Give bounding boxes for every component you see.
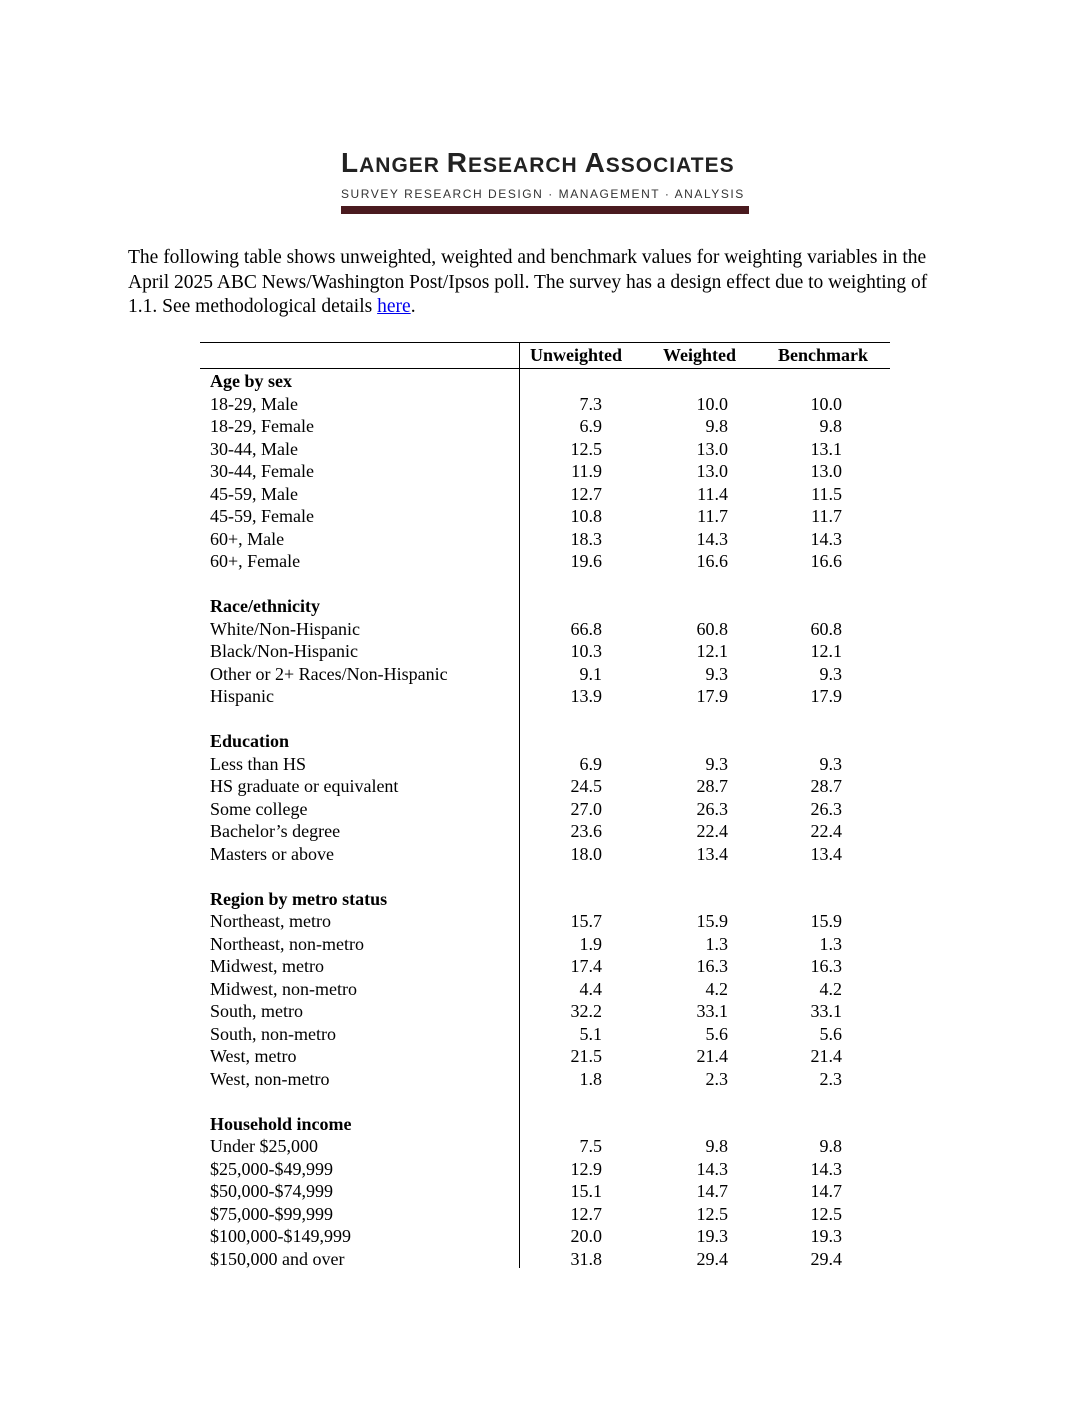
row-label: West, non-metro [210,1068,330,1089]
unweighted-value: 12.5 [570,438,602,459]
benchmark-value: 33.1 [810,1001,842,1021]
benchmark-value: 12.1 [810,641,842,661]
row-label: Masters or above [210,843,334,864]
section-heading [200,1113,890,1136]
benchmark-value: 15.9 [810,911,842,931]
table-row [200,753,890,776]
table-row [200,483,890,506]
row-label: $25,000-$49,999 [210,1158,333,1179]
section-title: Household income [210,1113,352,1134]
logo-title: LANGER RESEARCH ASSOCIATES [341,147,735,178]
unweighted-value: 32.2 [570,1001,602,1021]
table-row [200,820,890,843]
benchmark-value: 4.2 [819,978,842,999]
unweighted-value: 1.8 [579,1068,602,1089]
unweighted-value: 13.9 [570,686,602,706]
weighted-value: 2.3 [705,1068,728,1089]
table-row [200,1045,890,1068]
table-row [200,460,890,483]
benchmark-value: 21.4 [810,1046,842,1066]
weighted-value: 21.4 [696,1046,728,1066]
unweighted-value: 17.4 [570,956,602,976]
benchmark-value: 14.7 [810,1181,842,1201]
weighted-value: 9.3 [705,753,728,774]
row-label: White/Non-Hispanic [210,618,360,639]
unweighted-value: 15.1 [570,1181,602,1201]
table-row [200,978,890,1001]
unweighted-value: 4.4 [579,978,602,999]
unweighted-value: 27.0 [570,798,602,819]
col-unweighted: Unweighted [530,345,623,365]
weighted-value: 5.6 [705,1023,728,1044]
intro-paragraph [128,246,958,320]
intro-text: The following table shows unweighted, weighted and benchmark values for weighting variables in the April 2025 ABC News/Washington Post/Ipsos poll. The survey has a design effect due to weighting of 1.1. See methodological details [128,247,928,317]
methodology-link[interactable]: here [377,296,411,317]
unweighted-value: 12.7 [570,483,602,504]
unweighted-value: 5.1 [579,1023,602,1044]
table-row [200,505,890,528]
section-title: Age by sex [210,371,292,391]
weighted-value: 13.4 [696,843,728,864]
table-row [200,910,890,933]
weighting-table [200,342,890,1270]
row-label: 18-29, Male [210,393,298,414]
benchmark-value: 9.8 [819,416,842,436]
weighted-value: 16.6 [696,551,728,571]
weighted-value: 60.8 [696,618,728,639]
benchmark-value: 26.3 [810,798,842,819]
row-label: Hispanic [210,686,274,706]
section-title: Race/ethnicity [210,596,320,616]
benchmark-value: 16.3 [810,956,842,976]
row-label: 45-59, Female [210,506,314,526]
unweighted-value: 66.8 [570,618,602,639]
row-label: 18-29, Female [210,416,314,436]
unweighted-value: 7.3 [579,393,602,414]
row-label: 60+, Female [210,551,301,571]
benchmark-value: 9.3 [819,663,842,684]
section-title: Region by metro status [210,888,388,909]
row-label: Midwest, non-metro [210,978,357,999]
unweighted-value: 12.9 [570,1158,602,1179]
table-row [200,775,890,798]
section-spacer [200,708,890,731]
weighted-value: 13.0 [696,461,728,481]
unweighted-value: 6.9 [579,753,602,774]
benchmark-value: 9.8 [819,1136,842,1156]
benchmark-value: 13.0 [810,461,842,481]
row-label: Less than HS [210,753,306,774]
weighted-value: 9.8 [705,416,728,436]
table-row [200,1000,890,1023]
col-benchmark: Benchmark [778,345,868,365]
section-heading [200,370,890,393]
section-spacer [200,573,890,596]
row-label: $50,000-$74,999 [210,1181,333,1201]
unweighted-value: 9.1 [579,663,602,684]
table-row [200,393,890,416]
table-row [200,550,890,573]
row-label: $150,000 and over [210,1248,345,1269]
table-row [200,1158,890,1181]
benchmark-value: 13.4 [810,843,842,864]
benchmark-value: 13.1 [810,438,842,459]
benchmark-value: 19.3 [810,1226,842,1246]
weighted-value: 12.5 [696,1203,728,1224]
row-label: Midwest, metro [210,956,324,976]
section-title: Education [210,731,290,751]
table-row [200,685,890,708]
unweighted-value: 12.7 [570,1203,602,1224]
row-label: Northeast, metro [210,911,331,931]
weighted-value: 33.1 [696,1001,728,1021]
benchmark-value: 5.6 [819,1023,842,1044]
section-heading [200,888,890,911]
row-label: 60+, Male [210,528,285,549]
table-header [200,342,890,369]
unweighted-value: 11.9 [571,461,602,481]
benchmark-value: 60.8 [810,618,842,639]
weighted-value: 22.4 [696,821,728,841]
logo-subtitle: SURVEY RESEARCH DESIGN · MANAGEMENT · ANALYSIS [341,187,745,201]
table-row [200,1225,890,1248]
unweighted-value: 7.5 [579,1136,602,1156]
unweighted-value: 24.5 [570,776,602,796]
table-row [200,1180,890,1203]
unweighted-value: 18.0 [570,843,602,864]
unweighted-value: 10.3 [570,641,602,661]
table-row [200,1203,890,1226]
weighted-value: 10.0 [696,393,728,414]
unweighted-value: 23.6 [570,821,602,841]
weighted-value: 15.9 [696,911,728,931]
weighted-value: 14.3 [696,1158,728,1179]
row-label: South, metro [210,1001,303,1021]
benchmark-value: 14.3 [810,1158,842,1179]
table-row [200,438,890,461]
table-row [200,618,890,641]
table-row [200,1135,890,1158]
row-label: 30-44, Male [210,438,298,459]
table-row [200,843,890,866]
unweighted-value: 6.9 [579,416,602,436]
section-spacer [200,865,890,888]
table-body [200,369,890,1270]
row-label: Under $25,000 [210,1136,318,1156]
benchmark-value: 17.9 [810,686,842,706]
section-heading [200,730,890,753]
col-weighted: Weighted [663,345,737,365]
weighted-value: 13.0 [696,438,728,459]
weighted-value: 17.9 [696,686,728,706]
benchmark-value: 29.4 [810,1248,842,1269]
logo-bar [341,206,749,214]
section-spacer [200,1090,890,1113]
weighted-value: 16.3 [696,956,728,976]
section-heading [200,595,890,618]
weighted-value: 11.7 [697,506,728,526]
weighted-value: 11.4 [697,483,728,504]
weighted-value: 19.3 [696,1226,728,1246]
row-label: Northeast, non-metro [210,933,364,954]
benchmark-value: 16.6 [810,551,842,571]
table-row [200,1023,890,1046]
weighted-value: 9.3 [705,663,728,684]
unweighted-value: 20.0 [570,1226,602,1246]
benchmark-value: 14.3 [810,528,842,549]
unweighted-value: 1.9 [579,933,602,954]
company-logo [341,148,749,201]
row-label: $100,000-$149,999 [210,1226,351,1246]
row-label: 30-44, Female [210,461,314,481]
intro-end: . [410,296,416,317]
benchmark-value: 28.7 [810,776,842,796]
weighted-value: 14.3 [696,528,728,549]
table-row [200,640,890,663]
benchmark-value: 9.3 [819,753,842,774]
benchmark-value: 1.3 [819,933,842,954]
table-row [200,415,890,438]
weighted-value: 28.7 [696,776,728,796]
weighted-value: 4.2 [705,978,728,999]
benchmark-value: 11.7 [811,506,842,526]
row-label: South, non-metro [210,1023,336,1044]
weighted-value: 12.1 [696,641,728,661]
unweighted-value: 19.6 [570,551,602,571]
row-label: Other or 2+ Races/Non-Hispanic [210,663,448,684]
weighted-value: 1.3 [705,933,728,954]
row-label: Black/Non-Hispanic [210,641,358,661]
weighted-value: 9.8 [705,1136,728,1156]
table-row [200,933,890,956]
row-label: HS graduate or equivalent [210,776,399,796]
unweighted-value: 31.8 [570,1248,602,1269]
row-label: Bachelor’s degree [210,821,341,841]
benchmark-value: 11.5 [811,483,842,504]
unweighted-value: 21.5 [570,1046,602,1066]
benchmark-value: 2.3 [819,1068,842,1089]
unweighted-value: 18.3 [570,528,602,549]
row-label: West, metro [210,1046,297,1066]
table-row [200,798,890,821]
table-row [200,663,890,686]
weighted-value: 29.4 [696,1248,728,1269]
row-label: 45-59, Male [210,483,298,504]
benchmark-value: 12.5 [810,1203,842,1224]
table-row [200,1248,890,1271]
table-row [200,1068,890,1091]
weighted-value: 14.7 [696,1181,728,1201]
weighted-value: 26.3 [696,798,728,819]
row-label: $75,000-$99,999 [210,1203,333,1224]
row-label: Some college [210,798,308,819]
benchmark-value: 22.4 [810,821,842,841]
unweighted-value: 15.7 [570,911,602,931]
table-row [200,955,890,978]
table-row [200,528,890,551]
benchmark-value: 10.0 [810,393,842,414]
unweighted-value: 10.8 [570,506,602,526]
